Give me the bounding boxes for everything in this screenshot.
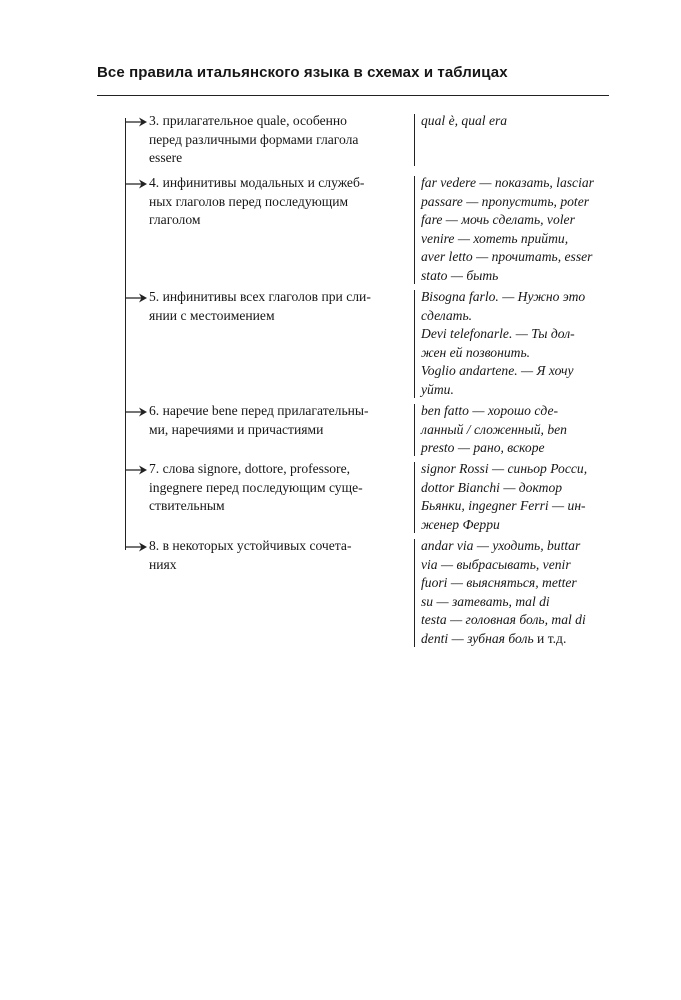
text-line: 4. инфинитивы модальных и служеб- bbox=[149, 175, 365, 190]
text-line: ben fatto — хорошо сде- bbox=[421, 403, 559, 418]
rule-description bbox=[149, 288, 401, 325]
text-line: signor Rossi — синьор Росси, bbox=[421, 461, 588, 476]
text-line: essere bbox=[149, 150, 183, 165]
text-line bbox=[421, 630, 613, 649]
text-line: passare — пропустить, poter bbox=[421, 193, 590, 209]
text-line: Devi telefonarle. — Ты дол- bbox=[421, 326, 575, 341]
text-line: stato — быть bbox=[421, 267, 499, 283]
rule-description bbox=[149, 537, 401, 574]
arrow-icon bbox=[125, 292, 147, 304]
text-line: Bisogna farlo. — Нужно это bbox=[421, 289, 586, 304]
text-line: 7. слова signore, dottore, professore, bbox=[149, 461, 351, 476]
text-line: su — затевать, mal di bbox=[421, 593, 550, 609]
text-line: ingegnere перед последующим суще- bbox=[149, 479, 363, 495]
text-line: глаголом bbox=[149, 212, 201, 227]
rule-examples bbox=[421, 112, 613, 131]
text-line: fuori — выясняться, metter bbox=[421, 575, 577, 590]
text-line: сделать. bbox=[421, 307, 473, 323]
text-line: ми, наречиями и причастиями bbox=[149, 421, 324, 437]
arrow-icon bbox=[125, 541, 147, 553]
rule-examples bbox=[421, 288, 613, 399]
column-separator bbox=[414, 539, 415, 647]
text-line: янии с местоимением bbox=[149, 307, 275, 323]
text-line: testa — головная боль, mal di bbox=[421, 612, 586, 627]
text-line: qual è, qual era bbox=[421, 113, 508, 128]
text-line: far vedere — показать, lasciar bbox=[421, 175, 594, 190]
rule-description bbox=[149, 174, 401, 230]
text-line: presto — рано, вскоре bbox=[421, 440, 545, 455]
rule-examples bbox=[421, 537, 613, 648]
text-line: andar via — уходить, buttar bbox=[421, 538, 581, 553]
text-line: dottor Bianchi — доктор bbox=[421, 479, 563, 495]
text-line: 3. прилагательное quale, особенно bbox=[149, 113, 347, 128]
text-line: перед различными формами глагола bbox=[149, 131, 359, 147]
text-line: ланный / сложенный, ben bbox=[421, 421, 567, 437]
arrow-icon bbox=[125, 116, 147, 128]
text-line: 8. в некоторых устойчивых сочета- bbox=[149, 538, 352, 553]
rule-description bbox=[149, 112, 401, 168]
text-line: ных глаголов перед последующим bbox=[149, 193, 349, 209]
column-separator bbox=[414, 176, 415, 284]
text-line: 6. наречие bene перед прилагательны- bbox=[149, 403, 369, 418]
text-line: жен ей позвонить. bbox=[421, 344, 531, 360]
page-header-title: Все правила итальянского языка в схемах и таблицах bbox=[97, 64, 508, 81]
text-line: ствительным bbox=[149, 498, 225, 513]
text-line: Бьянки, ingegner Ferri — ин- bbox=[421, 498, 586, 513]
text-fragment-upright: и т.д. bbox=[533, 630, 567, 646]
header-rule bbox=[97, 95, 609, 96]
text-line: уйти. bbox=[421, 381, 454, 397]
rule-description bbox=[149, 460, 401, 516]
column-separator bbox=[414, 404, 415, 456]
rule-examples bbox=[421, 402, 613, 458]
rule-examples bbox=[421, 460, 613, 534]
arrow-icon bbox=[125, 178, 147, 190]
column-separator bbox=[414, 114, 415, 166]
text-line: fare — мочь сделать, voler bbox=[421, 212, 575, 227]
text-fragment: denti — зубная боль bbox=[421, 630, 534, 646]
text-line: ниях bbox=[149, 556, 177, 572]
arrow-icon bbox=[125, 464, 147, 476]
text-line: женер Ферри bbox=[421, 516, 500, 532]
column-separator bbox=[414, 462, 415, 533]
text-line: via — выбрасывать, venir bbox=[421, 556, 571, 572]
rule-description bbox=[149, 402, 401, 439]
text-line: aver letto — прочитать, esser bbox=[421, 249, 593, 264]
text-line: 5. инфинитивы всех глаголов при сли- bbox=[149, 289, 371, 304]
text-line: venire — хотеть прийти, bbox=[421, 230, 569, 246]
text-line: Voglio andartene. — Я хочу bbox=[421, 363, 574, 378]
arrow-icon bbox=[125, 406, 147, 418]
column-separator bbox=[414, 290, 415, 398]
rule-examples bbox=[421, 174, 613, 285]
